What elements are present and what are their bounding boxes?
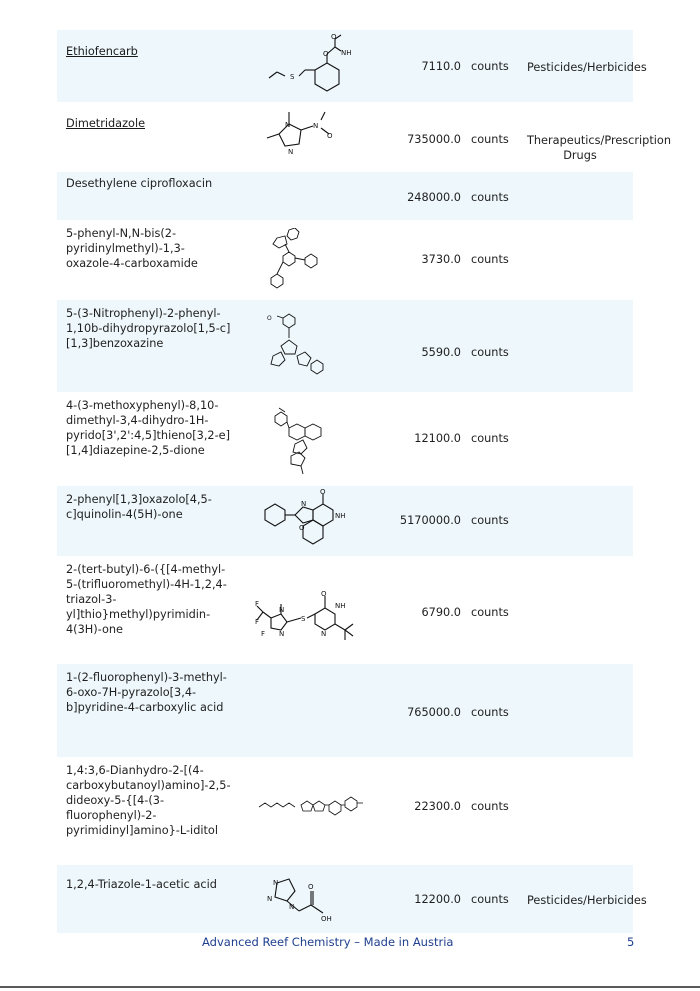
compound-name: Desethylene ciprofloxacin	[66, 177, 213, 190]
table-row	[57, 664, 633, 757]
atom-label: S	[290, 73, 295, 81]
structure-image	[255, 34, 365, 100]
structure-image	[255, 404, 365, 476]
table-row	[57, 300, 633, 392]
category: Therapeutics/Prescription Drugs	[527, 134, 671, 162]
atom-label: F	[261, 630, 266, 638]
atom-label: N	[273, 879, 279, 887]
compound-name: 1,2,4-Triazole-1-acetic acid	[66, 878, 217, 891]
value: 12200.0	[414, 893, 461, 906]
unit: counts	[471, 253, 509, 266]
table-row	[57, 102, 671, 172]
atom-label: N	[279, 606, 285, 614]
value: 248000.0	[407, 191, 461, 204]
atom-label: F	[255, 618, 260, 626]
atom-label: O	[308, 883, 314, 891]
atom-label: O	[323, 50, 329, 58]
compound-name: 4-(3-methoxyphenyl)-8,10-dimethyl-3,4-dihydro-1H-pyrido[3',2':4,5]thieno[3,2-e][1,4]diazepine-2,5-dione	[66, 399, 231, 457]
compound-name: 2-phenyl[1,3]oxazolo[4,5-c]quinolin-4(5H)-one	[66, 493, 212, 521]
value: 5170000.0	[399, 514, 461, 527]
value: 3730.0	[421, 253, 461, 266]
unit: counts	[471, 893, 509, 906]
bottom-divider	[0, 986, 700, 988]
compound-name: 1,4:3,6-Dianhydro-2-[(4-carboxybutanoyl)amino]-2,5-dideoxy-5-{[4-(3-fluorophenyl)-2-pyrimidinyl]amino}-L-iditol	[66, 764, 231, 837]
table-row	[57, 30, 647, 102]
value: 7110.0	[421, 60, 461, 73]
structure-image	[255, 871, 365, 931]
atom-label: F	[255, 600, 260, 608]
atom-label: N	[301, 500, 307, 508]
compound-name: 5-(3-Nitrophenyl)-2-phenyl-1,10b-dihydropyrazolo[1,5-c][1,3]benzoxazine	[66, 307, 231, 350]
table-row	[57, 757, 633, 865]
compound-name-link[interactable]: Dimetridazole	[66, 117, 146, 130]
atom-label: N	[285, 121, 291, 129]
value: 6790.0	[421, 606, 461, 619]
atom-label: N	[289, 903, 295, 911]
table-row	[57, 556, 633, 664]
category: Pesticides/Herbicides	[527, 61, 647, 74]
atom-label: NH	[335, 512, 346, 520]
unit: counts	[471, 191, 509, 204]
compound-table	[57, 30, 671, 933]
unit: counts	[471, 800, 509, 813]
atom-label: NH	[341, 49, 352, 57]
atom-label: O	[327, 132, 333, 140]
value: 765000.0	[407, 706, 461, 719]
footer-text: Advanced Reef Chemistry – Made in Austria	[202, 935, 454, 949]
atom-label: S	[301, 615, 306, 623]
unit: counts	[471, 346, 509, 359]
structure-image	[255, 486, 365, 556]
compound-name: 2-(tert-butyl)-6-({[4-methyl-5-(trifluoromethyl)-4H-1,2,4-triazol-3-yl]thio}methyl)pyrimidin-4(3H)-one	[66, 563, 227, 636]
compound-name-link[interactable]: Ethiofencarb	[66, 45, 138, 58]
atom-label: N	[279, 630, 285, 638]
structure-image	[255, 106, 365, 170]
value: 735000.0	[407, 133, 461, 146]
structure-image	[255, 791, 365, 821]
atom-label: N	[267, 895, 273, 903]
value: 12100.0	[414, 432, 461, 445]
unit: counts	[471, 706, 509, 719]
table-row	[57, 220, 633, 300]
unit: counts	[471, 514, 509, 527]
unit: counts	[471, 133, 509, 146]
atom-label: OH	[321, 915, 332, 923]
unit: counts	[471, 432, 509, 445]
structure-image	[255, 578, 365, 644]
value: 22300.0	[414, 800, 461, 813]
unit: counts	[471, 60, 509, 73]
table-row	[57, 865, 647, 933]
structure-image	[255, 228, 365, 298]
compound-name: 5-phenyl-N,N-bis(2-pyridinylmethyl)-1,3-oxazole-4-carboxamide	[66, 227, 198, 270]
atom-label: O	[299, 524, 305, 532]
atom-label: NH	[335, 602, 346, 610]
atom-label: O	[321, 590, 327, 598]
atom-label: N	[288, 148, 294, 156]
atom-label: N	[321, 630, 327, 638]
atom-label: O	[320, 488, 326, 496]
value: 5590.0	[421, 346, 461, 359]
structure-image	[255, 312, 365, 384]
compound-name: 1-(2-fluorophenyl)-3-methyl-6-oxo-7H-pyrazolo[3,4-b]pyridine-4-carboxylic acid	[66, 671, 227, 714]
atom-label: O	[331, 34, 337, 41]
atom-label: N	[313, 122, 319, 130]
svg-text:O: O	[267, 315, 272, 322]
table-row	[57, 172, 633, 220]
table-row	[57, 486, 633, 556]
category: Pesticides/Herbicides	[527, 894, 647, 907]
table-row	[57, 392, 633, 486]
unit: counts	[471, 606, 509, 619]
page-number: 5	[627, 935, 635, 949]
